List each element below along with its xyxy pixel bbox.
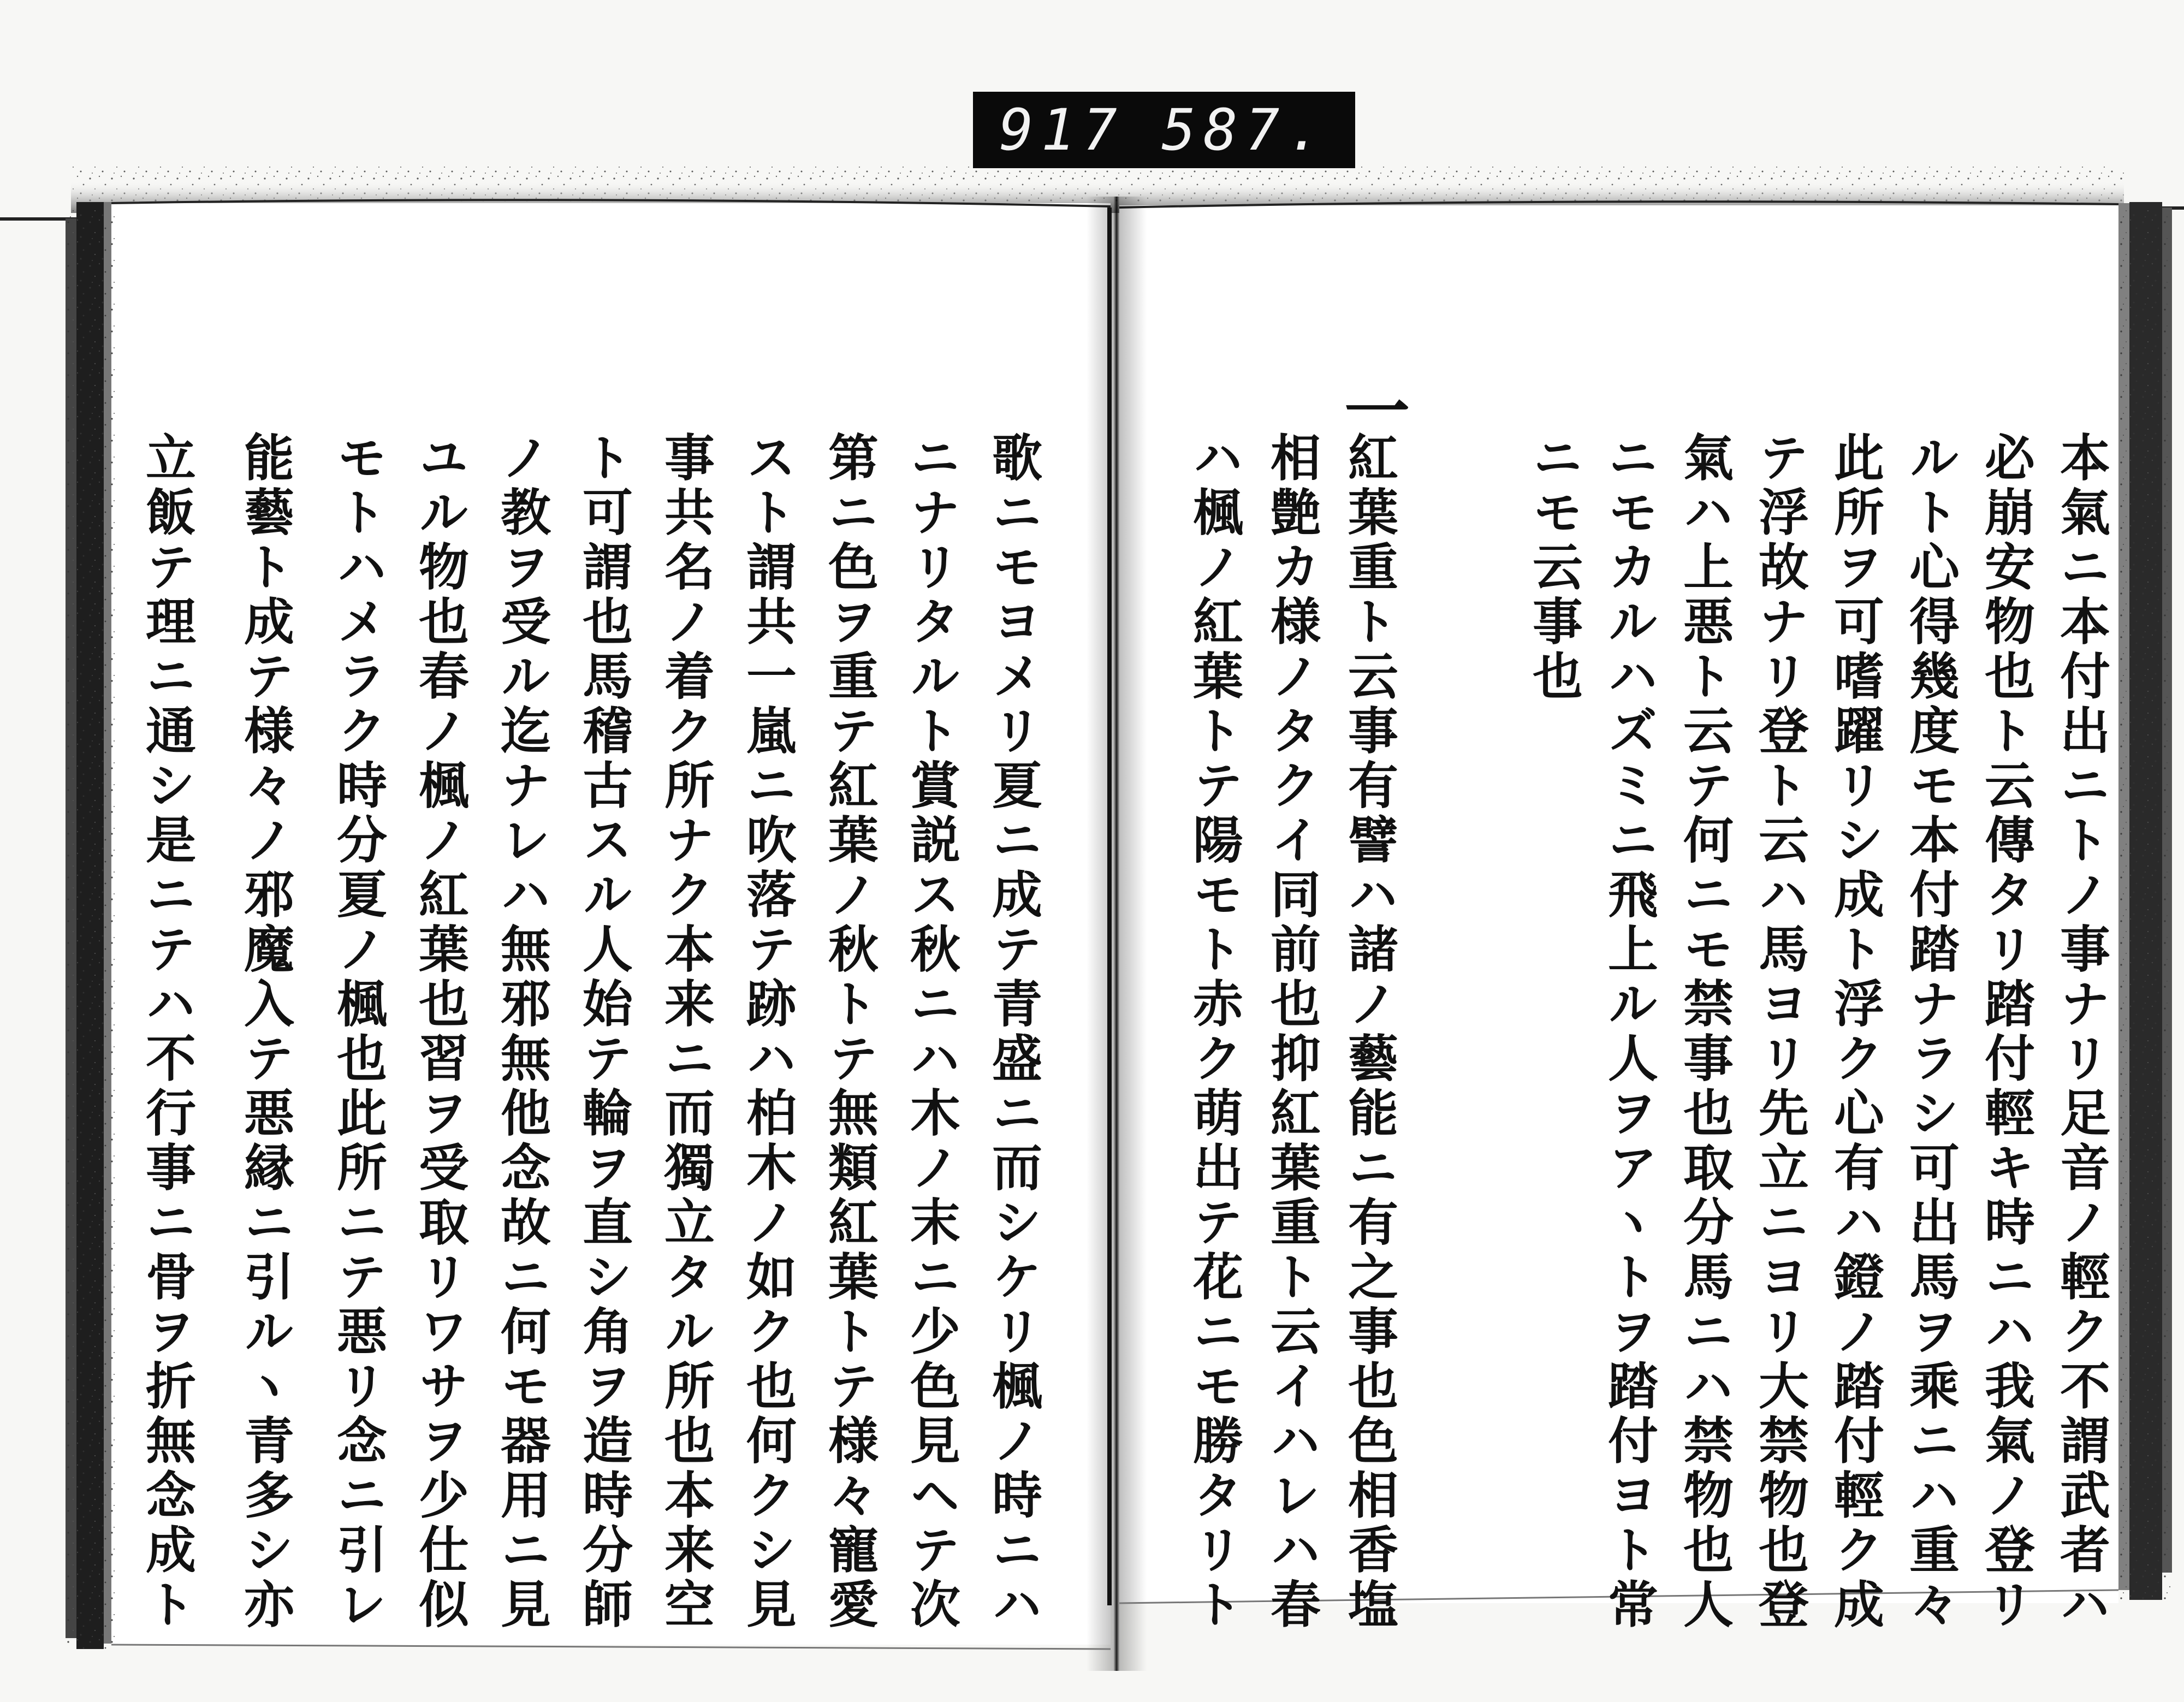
left-page-column-1: 歌ニモヨメリ夏ニ成テ青盛ニ而シケリ楓ノ時ニハ bbox=[984, 431, 1043, 1633]
left-page-column-8: ユル物也春ノ楓ノ紅葉也習ヲ受取リワサヲ少仕似 bbox=[411, 431, 470, 1633]
right-page-column-1: 本氣ニ本付出ニトノ事ナリ足音ノ輕ク不謂武者ハ bbox=[2052, 431, 2111, 1633]
right-page-column-4: 此所ヲ可嗜躍リシ成ト浮ク心有ハ鐙ノ踏付輕ク成 bbox=[1826, 431, 1885, 1633]
right-page-column-8: ニモ云事也 bbox=[1524, 431, 1583, 704]
left-page-column-10: 能藝ト成テ様々ノ邪魔入テ悪縁ニ引ルヽ青多シ亦 bbox=[236, 431, 295, 1633]
frame-number-left: 917 bbox=[999, 97, 1125, 163]
left-page-column-2: ニナリタルト賞説ス秋ニハ木ノ末ニ少色見ヘテ次 bbox=[902, 431, 961, 1633]
left-page-column-7: ノ教ヲ受ル迄ナレハ無邪無他念故ニ何モ器用ニ見 bbox=[492, 431, 551, 1633]
frame-number-right: 587. bbox=[1161, 97, 1329, 163]
right-page-column-11: ハ楓ノ紅葉トテ陽モト赤ク萌出テ花ニモ勝タリト bbox=[1185, 431, 1244, 1633]
right-page-column-2: 必崩安物也ト云傳タリ踏付輕キ時ニハ我氣ノ登リ bbox=[1977, 431, 2035, 1633]
left-page-column-3: 第ニ色ヲ重テ紅葉ノ秋トテ無類紅葉トテ様々寵愛 bbox=[820, 431, 879, 1633]
right-page-column-7: ニモカルハズミニ飛上ル人ヲアヽトヲ踏付ヨト常 bbox=[1600, 431, 1659, 1633]
right-page-column-10: 相艶カ様ノタクイ同前也抑紅葉重ト云イハレハ春 bbox=[1262, 431, 1321, 1633]
left-page-column-5: 事共名ノ着ク所ナク本来ニ而獨立タル所也本来空 bbox=[656, 431, 715, 1633]
right-page-column-3: ルト心得幾度モ本付踏ナラシ可出馬ヲ乘ニハ重々 bbox=[1901, 431, 1960, 1633]
right-page-column-5: テ浮故ナリ登ト云ハ馬ヨリ先立ニヨリ大禁物也登 bbox=[1750, 431, 1809, 1633]
left-page-column-9: モトハメラク時分夏ノ楓也此所ニテ悪リ念ニ引レ bbox=[329, 431, 388, 1633]
item-marker: 一 bbox=[1333, 377, 1410, 447]
right-page-column-6: 氣ハ上悪ト云テ何ニモ禁事也取分馬ニハ禁物也人 bbox=[1675, 431, 1734, 1633]
frame-number-label bbox=[973, 92, 1355, 168]
left-page-column-11: 立飯テ理ニ通シ是ニテハ不行事ニ骨ヲ折無念成ト bbox=[138, 431, 197, 1633]
left-page-column-4: スト謂共一嵐ニ吹落テ跡ハ柏木ノ如ク也何クシ見 bbox=[738, 431, 797, 1633]
right-page-column-9: 紅葉重ト云事有譬ハ諸ノ藝能ニ有之事也色相香塩 bbox=[1340, 431, 1399, 1633]
left-page-column-6: ト可謂也馬稽古スル人始テ輪ヲ直シ角ヲ造時分師 bbox=[574, 431, 633, 1633]
